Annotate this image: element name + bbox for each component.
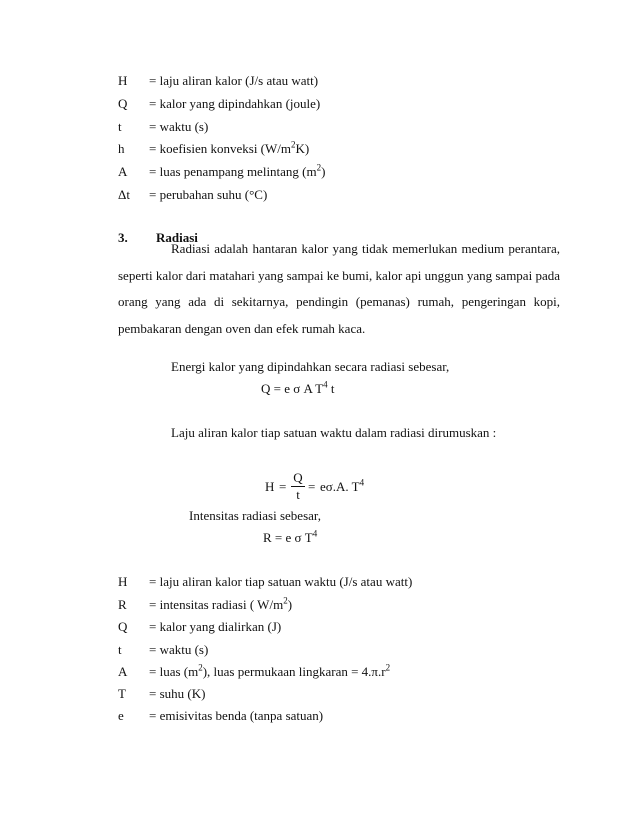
def-text: = waktu (s) bbox=[149, 119, 209, 134]
def-symbol: H bbox=[118, 73, 128, 88]
def-symbol: Q bbox=[118, 619, 128, 634]
def-text: = luas penampang melintang $(m^2)$ bbox=[149, 162, 326, 179]
def-text: = laju aliran kalor (J/s atau watt) bbox=[149, 73, 319, 88]
def-text: = laju aliran kalor tiap satuan waktu (J/s atau watt) bbox=[149, 574, 413, 589]
fraction-numerator: Q bbox=[293, 470, 303, 485]
formula-equals: = bbox=[308, 479, 316, 494]
intensity-intro-text: Intensitas radiasi sebesar, bbox=[189, 508, 321, 523]
formula-lhs: H bbox=[265, 479, 275, 494]
def-text: = perubahan suhu (°C) bbox=[149, 187, 268, 202]
def-symbol: h bbox=[118, 141, 125, 156]
def-symbol: t bbox=[118, 119, 122, 134]
def-text: = waktu (s) bbox=[149, 642, 209, 657]
def-text: = suhu (K) bbox=[149, 686, 206, 701]
def-text: = emisivitas benda (tanpa satuan) bbox=[149, 708, 324, 723]
def-text: = kalor yang dialirkan (J) bbox=[149, 619, 282, 634]
def-symbol: A bbox=[118, 664, 128, 679]
def-symbol: e bbox=[118, 708, 124, 723]
energy-intro-text: Energi kalor yang dipindahkan secara radiasi sebesar, bbox=[171, 359, 450, 374]
energy-formula: Q = e σ A $T^4$ t bbox=[261, 379, 335, 396]
def-symbol: t bbox=[118, 642, 122, 657]
def-symbol: Q bbox=[118, 96, 128, 111]
rate-intro-text: Laju aliran kalor tiap satuan waktu dalam radiasi dirumuskan : bbox=[171, 425, 497, 440]
def-symbol: H bbox=[118, 574, 128, 589]
section-title: Radiasi bbox=[156, 230, 198, 245]
def-text: = koefisien konveksi $(W/m^2K)$ bbox=[149, 139, 310, 156]
def-symbol: T bbox=[118, 686, 126, 701]
def-symbol: A bbox=[118, 164, 128, 179]
rate-formula bbox=[265, 470, 385, 502]
def-symbol: R bbox=[118, 597, 127, 612]
fraction-denominator: t bbox=[296, 487, 300, 502]
body-paragraph: Radiasi adalah hantaran kalor yang tidak memerlukan medium perantara, seperti kalor dari matahari yang sampai ke bumi, kalor api unggun yang sampai pada orang yang ada di sekitarnya, pendingin (pemanas) rumah, pengeringan kopi, pembakaran dengan oven dan efek rumah kaca. bbox=[118, 241, 560, 336]
intensity-formula: R = e σ $T^4$ bbox=[263, 528, 318, 545]
formula-rhs: eσ.A. $T^4$ bbox=[320, 477, 365, 494]
section-number: 3. bbox=[118, 230, 128, 245]
formula-equals: = bbox=[279, 479, 287, 494]
def-text: = luas $(m^2)$, luas permukaan lingkaran = $4.\pi.r^2$ bbox=[149, 662, 391, 679]
def-text: = intensitas radiasi ( $W/m^2$) bbox=[149, 595, 293, 612]
def-symbol: Δt bbox=[118, 187, 130, 202]
def-text: = kalor yang dipindahkan (joule) bbox=[149, 96, 321, 111]
